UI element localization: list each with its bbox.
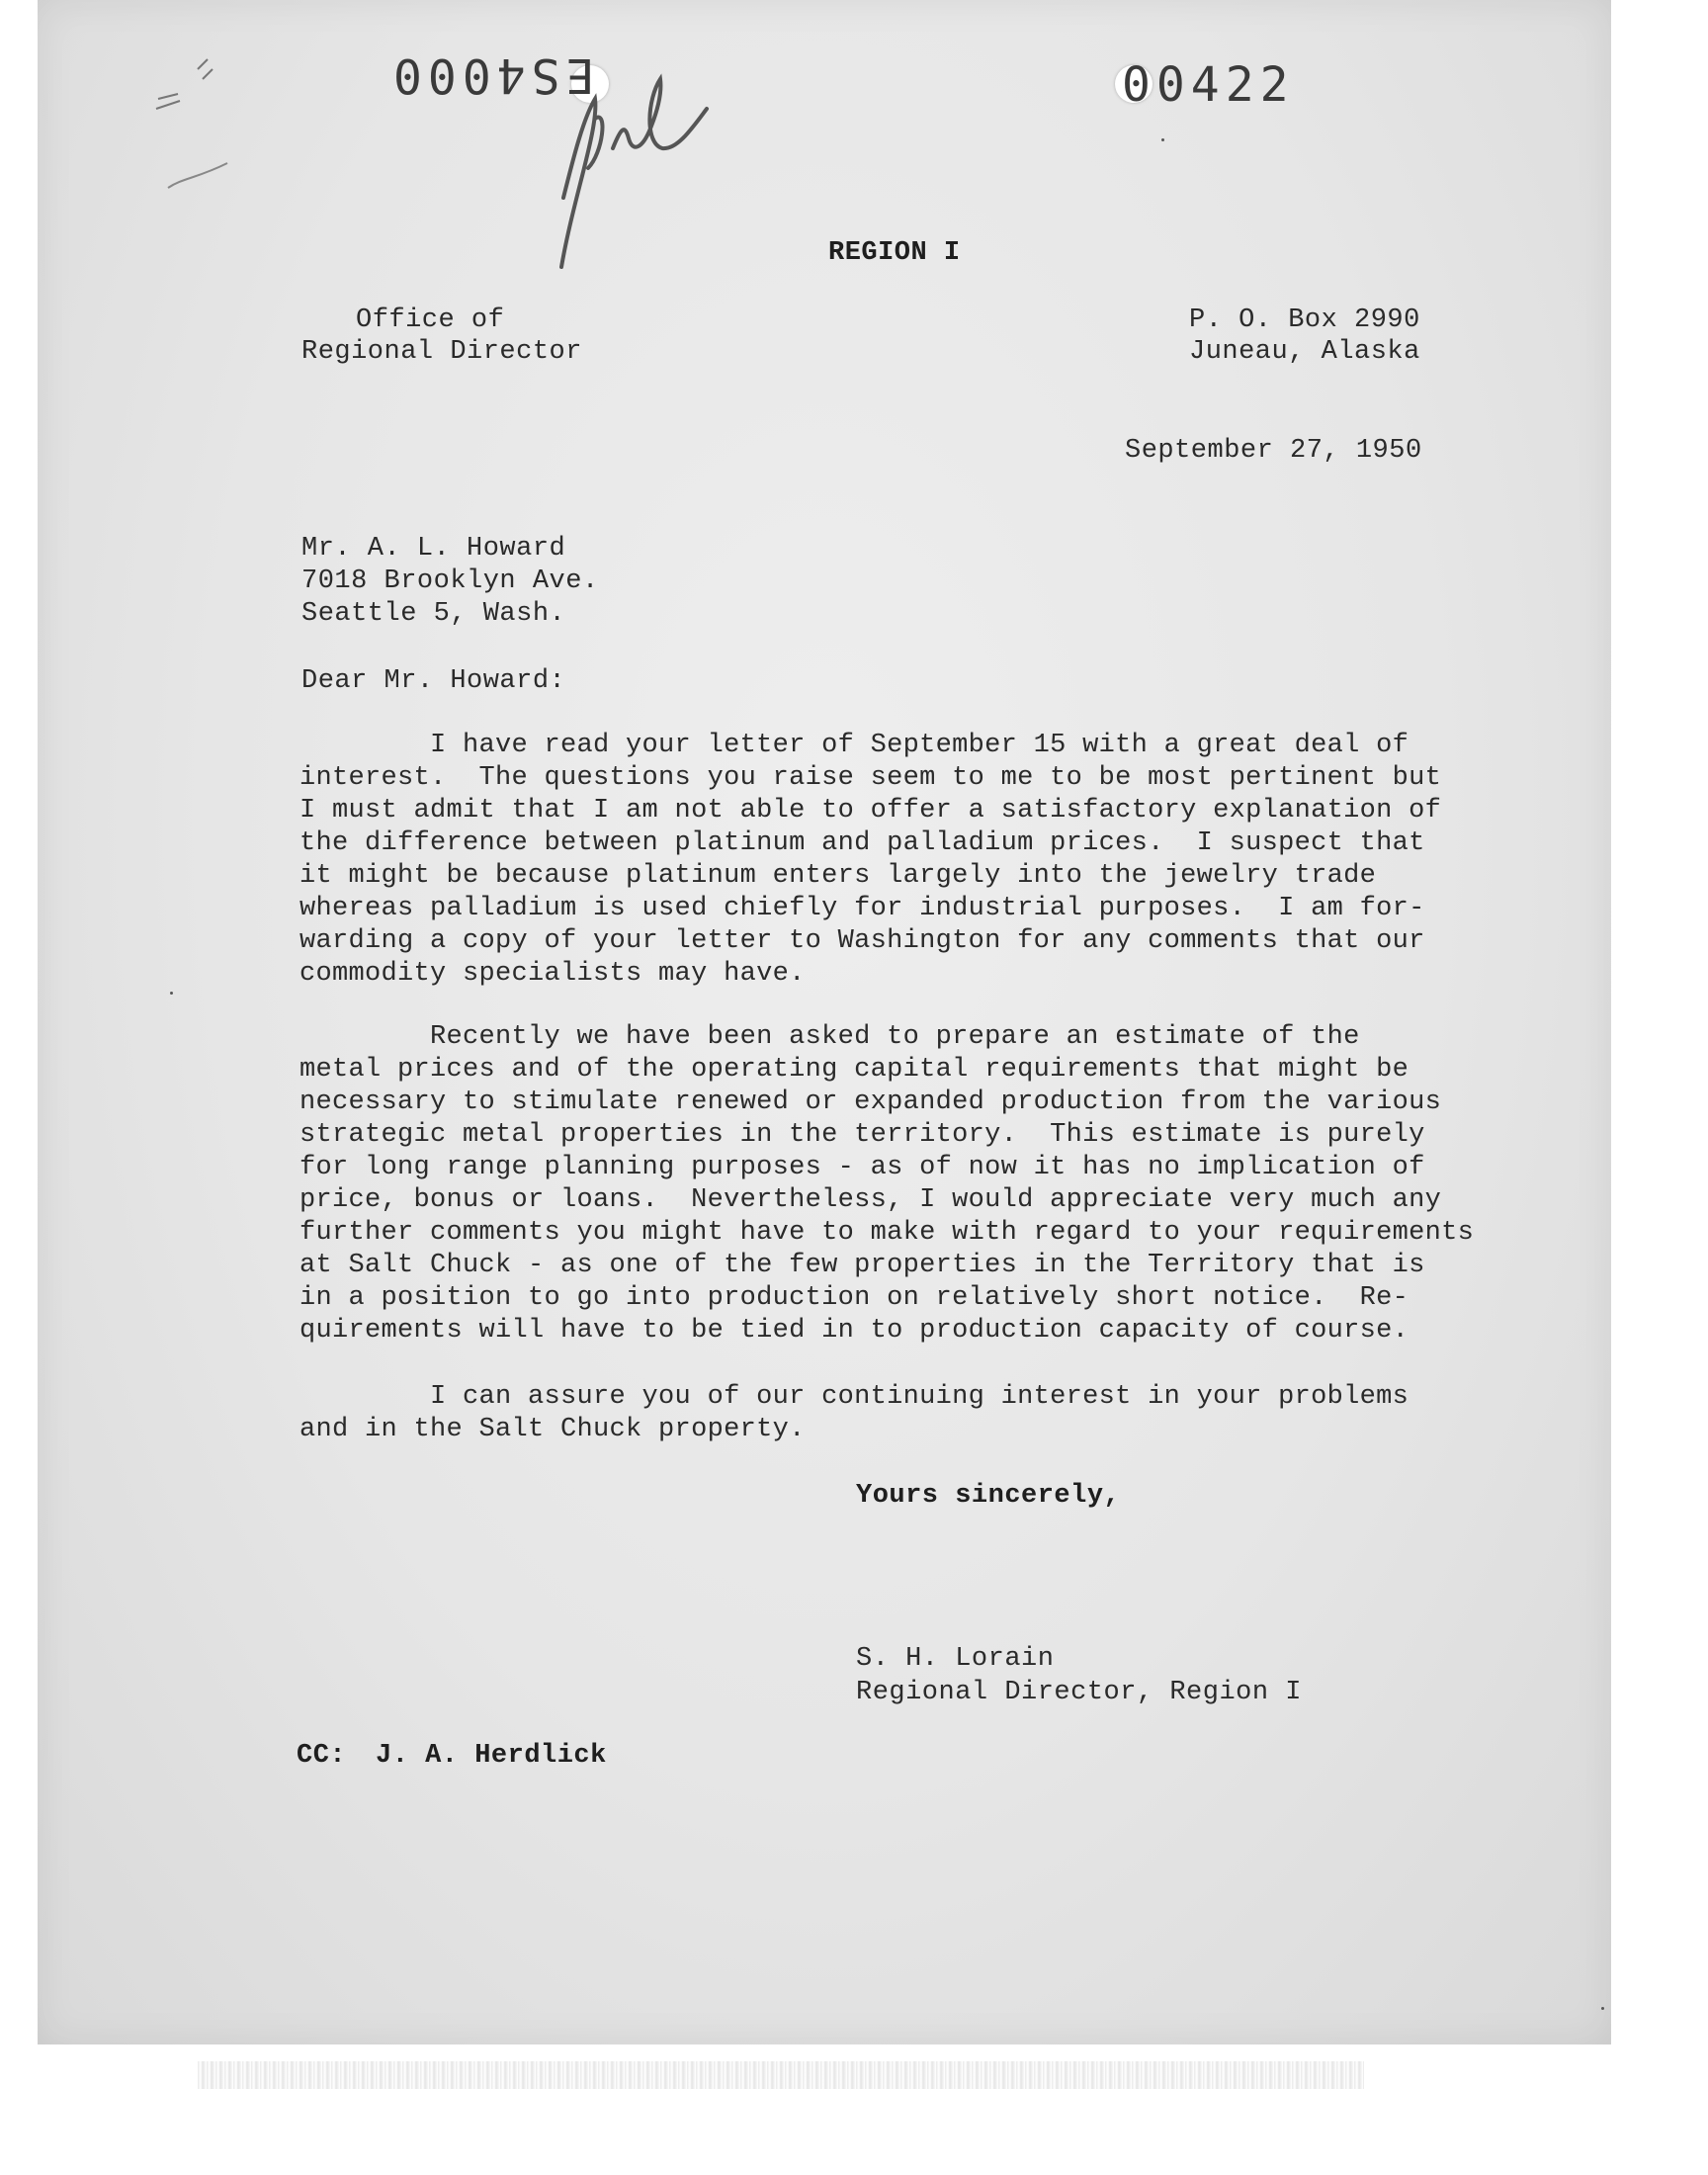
office-line-1: Office of [356,305,505,335]
cc-label: CC: [297,1741,347,1771]
body-line: for long range planning purposes - as of now it has no implication of [299,1153,1425,1182]
body-line: whereas palladium is used chiefly for industrial purposes. I am for- [299,894,1425,923]
document-number-stamp-right: 00422 [1122,57,1295,113]
body-line: price, bonus or loans. Nevertheless, I would appreciate very much any [299,1185,1442,1215]
body-line: necessary to stimulate renewed or expanded production from the various [299,1088,1442,1117]
letter-date: September 27, 1950 [1125,436,1422,466]
recipient-street: 7018 Brooklyn Ave. [301,566,599,596]
signatory-name: S. H. Lorain [856,1644,1055,1674]
margin-pencil-marks [138,40,257,198]
signatory-title: Regional Director, Region I [856,1678,1302,1707]
body-line: quirements will have to be tied in to production capacity of course. [299,1316,1409,1346]
cc-recipient: J. A. Herdlick [376,1741,607,1771]
paper-speck [1161,138,1164,141]
body-line: interest. The questions you raise seem to me to be most pertinent but [299,763,1442,793]
body-line: further comments you might have to make with regard to your requirements [299,1218,1475,1248]
body-line: and in the Salt Chuck property. [299,1415,806,1444]
body-line: Recently we have been asked to prepare an estimate of the [299,1022,1360,1052]
body-line: metal prices and of the operating capital requirements that might be [299,1055,1409,1085]
address-line-1: P. O. Box 2990 [1189,305,1420,335]
paper-speck [1601,2007,1604,2010]
body-line: commodity specialists may have. [299,959,806,989]
paper-speck [170,992,173,995]
body-line: it might be because platinum enters largely into the jewelry trade [299,861,1377,891]
office-line-2: Regional Director [301,337,582,367]
recipient-name: Mr. A. L. Howard [301,534,566,564]
scan-edge-artifact [198,2061,1364,2089]
body-line: in a position to go into production on relatively short notice. Re- [299,1283,1409,1313]
body-paragraph-2 [299,1021,1525,1348]
body-line: I must admit that I am not able to offer a satisfactory explanation of [299,796,1442,826]
body-line: the difference between platinum and palladium prices. I suspect that [299,828,1425,858]
handwritten-initials-mark [534,59,741,277]
salutation: Dear Mr. Howard: [301,666,566,696]
body-line: I can assure you of our continuing interest in your problems [299,1382,1409,1412]
region-heading: REGION I [828,238,961,268]
closing: Yours sincerely, [856,1481,1121,1511]
body-line: strategic metal properties in the territory. This estimate is purely [299,1120,1425,1150]
body-paragraph-1 [299,730,1525,991]
body-line: I have read your letter of September 15 with a great deal of [299,731,1409,760]
recipient-city: Seattle 5, Wash. [301,599,566,629]
document-number-stamp-left: ES4000 [387,47,595,103]
address-line-2: Juneau, Alaska [1189,337,1420,367]
body-paragraph-3 [299,1381,1525,1446]
body-line: warding a copy of your letter to Washington for any comments that our [299,926,1425,956]
body-line: at Salt Chuck - as one of the few properties in the Territory that is [299,1251,1425,1280]
